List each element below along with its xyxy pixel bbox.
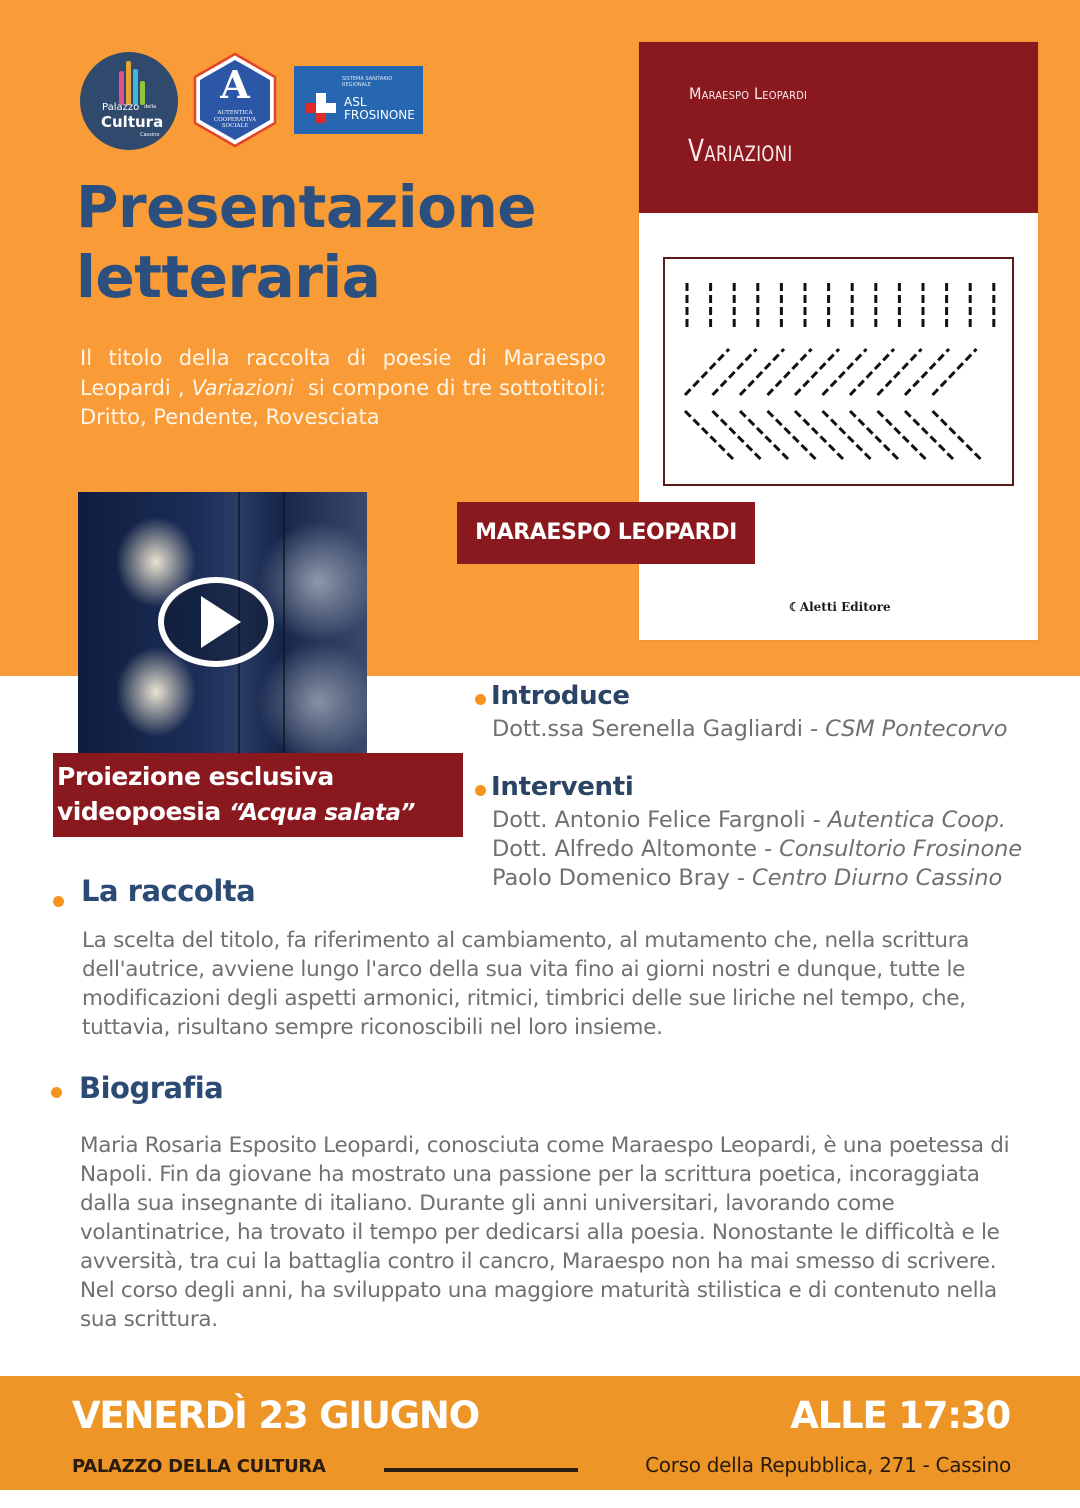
bars-icon [119,61,149,105]
dashed-stroke [850,349,894,395]
dashed-stroke [740,411,788,459]
interventi-heading: Interventi [491,772,634,802]
logo-text: Cultura [101,113,164,131]
speaker-line: Dott.ssa Serenella Gagliardi - CSM Pontecorvo [492,716,1008,742]
dashed-stroke [878,349,922,395]
dashed-stroke [905,411,953,459]
dashed-stroke [905,349,949,395]
dashed-stroke [713,411,761,459]
asl-frosinone-logo [294,66,423,134]
raccolta-heading: La raccolta [81,874,256,908]
publisher: ☾Aletti Editore [789,600,891,614]
logo-text: AUTENTICA [217,110,253,116]
bullet-icon [53,896,64,907]
bullet-icon [51,1087,62,1098]
dashed-stroke [878,411,926,459]
biografia-text: Maria Rosaria Esposito Leopardi, conosciuta come Maraespo Leopardi, è una poetessa di Napoli. Fin da giovane ha mostrato una passione per la scrittura poetica, incoraggiata dalla sua insegnante di italiano. Durante gli anni universitari, lavorando come volantinatrice, ha trovato il tempo per dedicarsi alla poesia. Nonostante le difficoltà e le avversità, tra cui la battaglia contro il cancro, Maraespo non ha mai smesso di scrivere. Nel corso degli anni, ha sviluppato una maggiore maturità stilistica e di contenuto nella sua scrittura. [80,1133,1010,1332]
raccolta-text: La scelta del titolo, fa riferimento al cambiamento, al mutamento che, nella scrittura dell'autrice, avviene lungo l'arco della sua vita fino ai giorni nostri e dunque, tutte le modificazioni degli aspetti armonici, ritmici, timbrici delle sue liriche nel tempo, che, tuttavia, risultano sempre riconoscibili nel loro insieme. [82,928,970,1040]
palazzo-cultura-logo [80,52,178,150]
logo-text: Cassino [140,132,160,138]
health-cross-icon [306,93,336,123]
dashed-stroke [768,349,812,395]
logo-text: SISTEMA SANITARIO REGIONALE [342,76,393,88]
dashed-lines-illustration [665,259,1011,483]
dashed-stroke [713,349,757,395]
book-author: Maraespo Leopardi [689,84,808,103]
biografia-heading: Biografia [79,1071,224,1105]
dashed-stroke [933,349,977,395]
speaker-line: Dott. Alfredo Altomonte - Consultorio Frosinone [492,836,1023,862]
bullet-icon [475,785,486,796]
video-caption: Proiezione esclusiva videopoesia “Acqua salata” [53,753,463,837]
author-badge: MARAESPO LEOPARDI [457,502,755,564]
dashed-stroke [768,411,816,459]
dashed-stroke [823,411,871,459]
event-date: VENERDÌ 23 GIUGNO [72,1394,479,1437]
dashed-stroke [933,411,981,459]
book-cover-band [639,42,1038,213]
dashed-stroke [795,411,843,459]
event-time: ALLE 17:30 [790,1394,1010,1437]
dashed-stroke [795,349,839,395]
logo-text: ASL FROSINONE [344,95,415,122]
event-venue: PALAZZO DELLA CULTURA [72,1456,326,1477]
logo-letter: A [220,62,250,107]
crescent-icon: ☾ [789,600,800,614]
book-title: Variazioni [688,134,793,169]
logo-text: COOPERATIVA [213,117,257,123]
logo-text: Palazzo [102,102,140,113]
logo-text: SOCIALE [221,123,249,129]
bullet-icon [475,694,486,705]
window-frame-line [283,492,285,754]
logo-text: della [144,104,157,110]
speaker-line: Paolo Domenico Bray - Centro Diurno Cassino [492,865,1003,891]
event-footer [0,1376,1080,1490]
dashed-stroke [740,349,784,395]
page-title: Presentazione letteraria [76,173,537,311]
introduce-heading: Introduce [491,681,630,711]
divider [384,1468,578,1472]
book-illustration [663,257,1014,486]
video-thumbnail[interactable] [78,492,367,754]
dashed-stroke [685,411,733,459]
dashed-stroke [823,349,867,395]
autentica-logo [193,52,277,148]
play-icon[interactable] [157,576,275,668]
dashed-stroke [850,411,898,459]
event-address: Corso della Repubblica, 271 - Cassino [645,1453,1011,1477]
dashed-stroke [685,349,729,395]
intro-text: Il titolo della raccolta di poesie di Maraespo Leopardi , Variazioni si compone di tre sottotitoli: Dritto, Pendente, Rovesciata [80,346,613,429]
speaker-line: Dott. Antonio Felice Fargnoli - Autentica Coop. [492,807,1006,833]
